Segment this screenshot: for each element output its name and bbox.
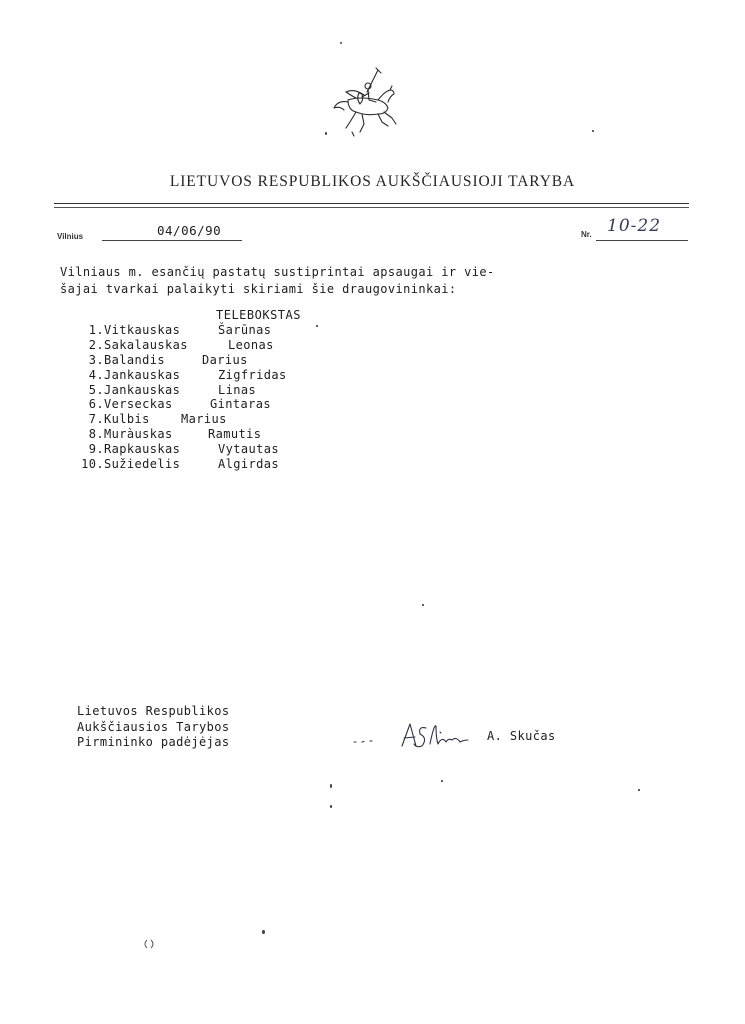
document-heading: LIETUVOS RESPUBLIKOS AUKŠČIAUSIOJI TARYBA (169, 173, 576, 190)
list-item (78, 412, 338, 427)
position-line: Lietuvos Respublikos (77, 704, 230, 718)
item-number: 5. (88, 382, 104, 397)
item-surname: Rapkauskas (104, 442, 181, 457)
item-number: 1. (88, 323, 104, 337)
intro-paragraph (60, 264, 495, 298)
position-line: Aukščiausios Tarybos (77, 719, 230, 734)
item-number: 6. (88, 397, 104, 412)
document-date: 04/06/90 (157, 223, 222, 238)
item-surname: Balandis (104, 352, 165, 367)
handwritten-signature-icon (352, 716, 482, 756)
number-line (596, 240, 688, 241)
document-number: 10-22 (607, 216, 662, 236)
signatory-name: A. Skučas (487, 729, 556, 743)
list-item (78, 383, 338, 398)
item-surname: Sužiedelis (104, 457, 181, 472)
item-surname: Sakalauskas (104, 337, 188, 352)
item-first-name: Linas (218, 382, 257, 397)
item-first-name: Šarūnas (218, 323, 272, 337)
date-line (102, 240, 242, 241)
list-item (78, 323, 338, 338)
item-surname: Muràuskas (104, 427, 173, 442)
number-label: Nr. (581, 230, 592, 239)
intro-line: Vilniaus m. esančių pastatų sustiprintai apsaugai ir vie- (60, 265, 495, 279)
item-surname: Verseckas (104, 397, 173, 412)
scan-mark-icon (141, 938, 157, 950)
item-number: 2. (88, 337, 104, 352)
item-number: 10. (81, 457, 104, 472)
scan-speck (325, 132, 327, 135)
item-first-name: Zigfridas (218, 367, 287, 382)
scan-speck (638, 789, 640, 791)
item-number: 8. (88, 427, 104, 442)
scan-speck (592, 130, 594, 132)
signatory-position (77, 704, 230, 751)
scan-speck (330, 805, 332, 808)
list-item (78, 427, 338, 442)
item-surname: Vitkauskas (104, 323, 181, 337)
list-item (78, 442, 338, 457)
list-item (78, 368, 338, 383)
scan-speck (316, 325, 318, 327)
heading-rule-thin (54, 207, 689, 208)
heading-rule (54, 203, 689, 204)
list-item (78, 397, 338, 412)
scan-speck (422, 604, 424, 606)
item-surname: Jankauskas (104, 382, 181, 397)
list-item (78, 353, 338, 368)
vytis-knight-icon (326, 62, 408, 140)
item-number: 9. (88, 442, 104, 457)
list-item (78, 338, 338, 353)
scan-speck (340, 42, 342, 44)
item-number: 3. (88, 352, 104, 367)
item-number: 4. (88, 367, 104, 382)
item-first-name: Leonas (228, 337, 274, 352)
place-label: Vilnius (57, 232, 84, 241)
intro-line: šajai tvarkai palaikyti skiriami šie draugovininkai: (60, 282, 457, 296)
item-first-name: Algirdas (218, 457, 279, 472)
list-item (78, 457, 338, 472)
scan-speck (441, 780, 443, 782)
list-title: TELEBOKSTAS (216, 308, 301, 322)
item-first-name: Darius (202, 352, 248, 367)
item-first-name: Marius (181, 412, 227, 427)
scan-speck (262, 930, 265, 934)
item-first-name: Gintaras (210, 397, 271, 412)
item-first-name: Ramutis (208, 427, 262, 442)
member-list (78, 323, 338, 472)
item-first-name: Vytautas (218, 442, 279, 457)
item-surname: Kulbis (104, 412, 150, 427)
position-line: Pirmininko padėjėjas (77, 735, 230, 749)
item-surname: Jankauskas (104, 367, 181, 382)
item-number: 7. (88, 412, 104, 427)
scan-speck (330, 784, 332, 788)
